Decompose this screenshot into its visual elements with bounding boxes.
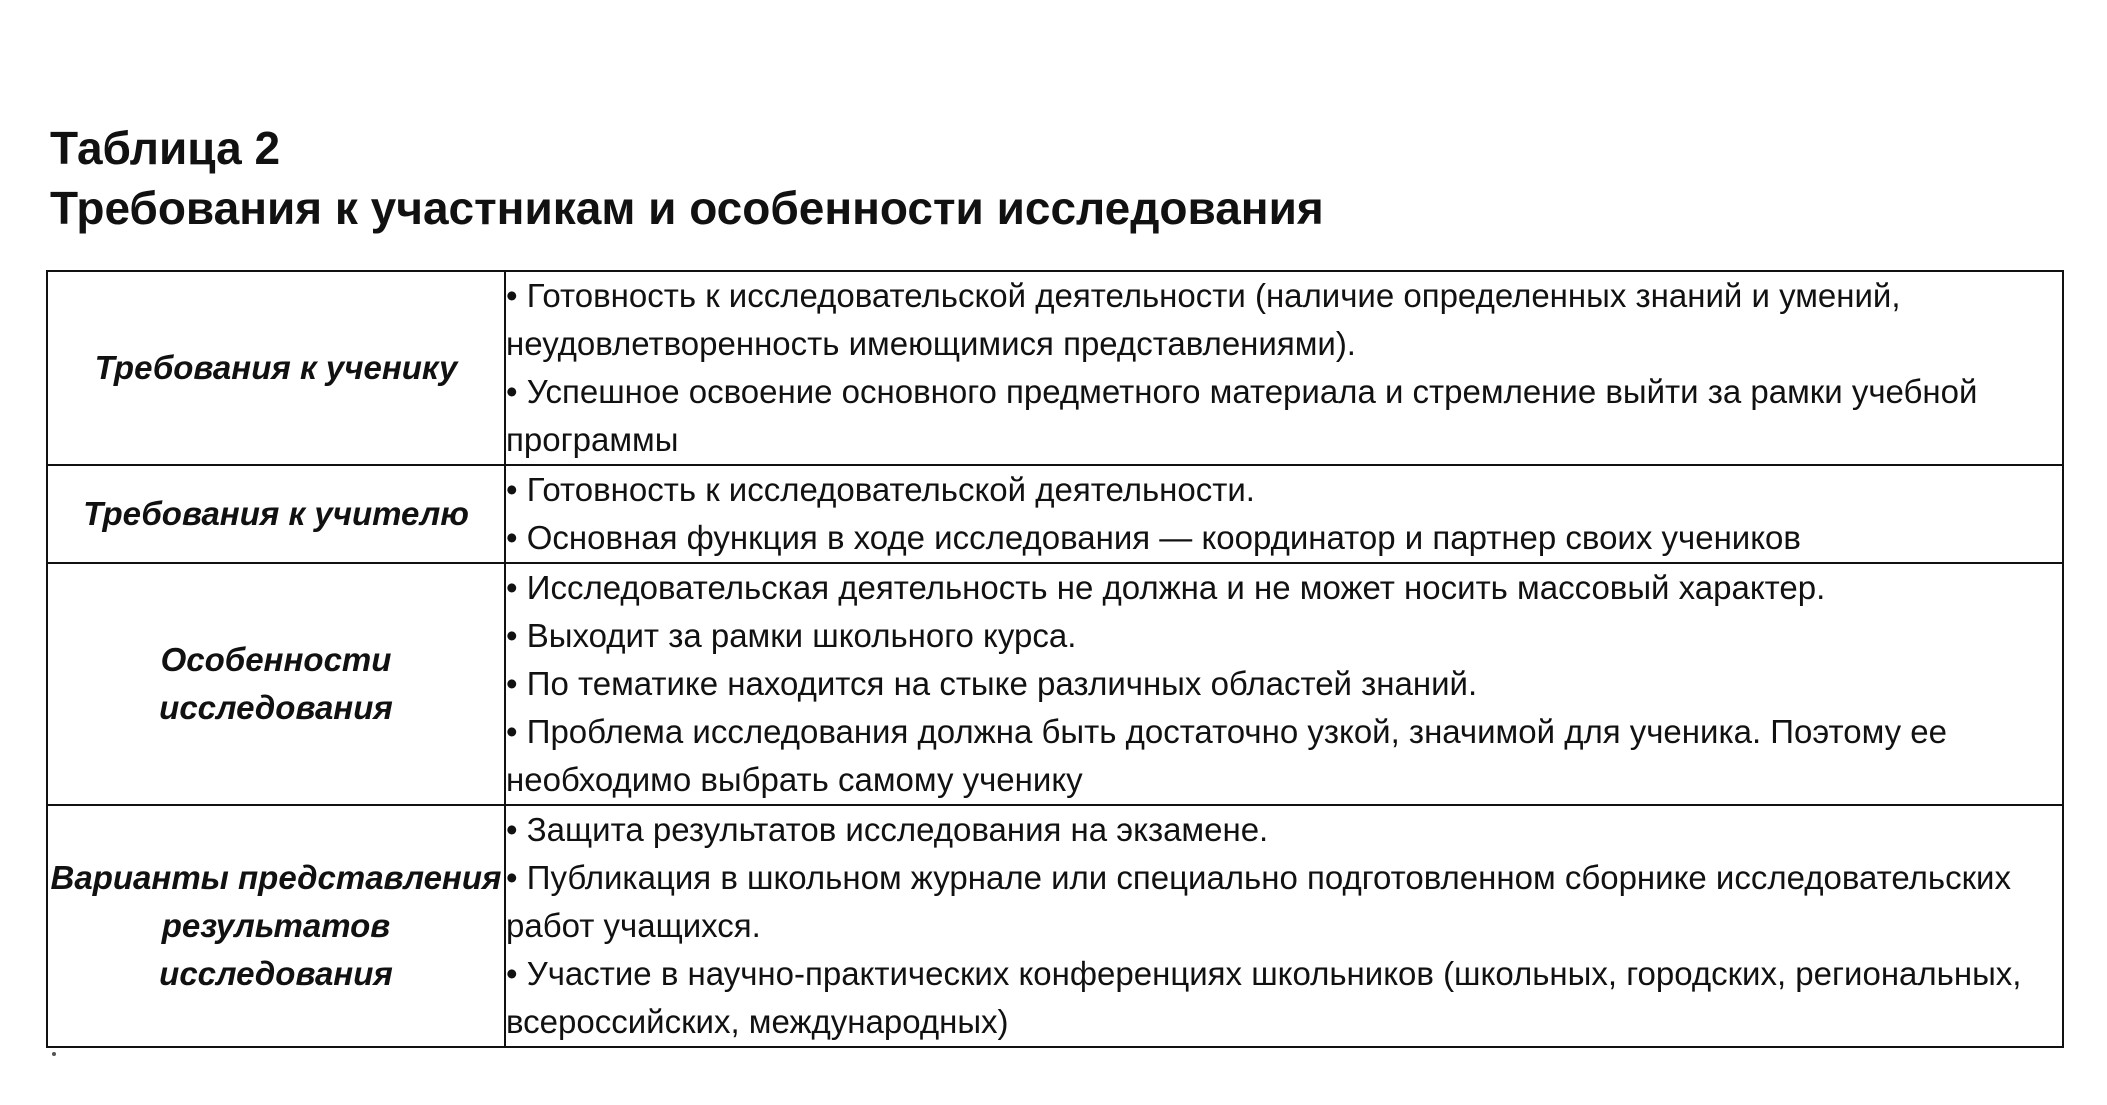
row-content-cell <box>505 465 2063 563</box>
list-item <box>506 854 2062 950</box>
table-row <box>47 805 2063 1047</box>
table-row <box>47 271 2063 465</box>
list-item-text: Защита результатов исследования на экзамене. <box>526 811 1269 848</box>
bullet-list <box>506 272 2062 464</box>
row-content-cell <box>505 563 2063 805</box>
scan-dot <box>52 1052 56 1056</box>
row-label: Варианты представления результатов исследования <box>50 859 502 992</box>
row-content-cell <box>505 271 2063 465</box>
list-item-text: Готовность к исследовательской деятельности. <box>526 471 1255 508</box>
bullet-mark: • <box>506 471 518 508</box>
list-item <box>506 806 2062 854</box>
bullet-list <box>506 564 2062 804</box>
table-heading <box>50 118 1324 238</box>
bullet-mark: • <box>506 373 518 410</box>
list-item <box>506 564 2062 612</box>
list-item <box>506 708 2062 804</box>
list-item-text: По тематике находится на стыке различных областей знаний. <box>526 665 1478 702</box>
row-label: Требования к ученику <box>94 349 458 386</box>
bullet-mark: • <box>506 665 518 702</box>
table-number: Таблица 2 <box>50 122 281 174</box>
bullet-mark: • <box>506 811 518 848</box>
row-label: Особенности исследования <box>159 641 393 726</box>
list-item-text: Публикация в школьном журнале или специально подготовленном сборнике исследовательских работ учащихся. <box>506 859 2011 944</box>
bullet-mark: • <box>506 277 518 314</box>
list-item-text: Выходит за рамки школьного курса. <box>526 617 1077 654</box>
row-label-cell <box>47 465 505 563</box>
list-item-text: Проблема исследования должна быть достаточно узкой, значимой для ученика. Поэтому ее необходимо выбрать самому ученику <box>506 713 1948 798</box>
table-row <box>47 465 2063 563</box>
bullet-mark: • <box>506 617 518 654</box>
bullet-list <box>506 466 2062 562</box>
list-item-text: Основная функция в ходе исследования — координатор и партнер своих учеников <box>526 519 1801 556</box>
bullet-list <box>506 806 2062 1046</box>
list-item-text: Готовность к исследовательской деятельности (наличие определенных знаний и умений, неудовлетворенность имеющимися представлениями). <box>506 277 1901 362</box>
bullet-mark: • <box>506 955 518 992</box>
list-item <box>506 466 2062 514</box>
bullet-mark: • <box>506 859 518 896</box>
list-item <box>506 950 2062 1046</box>
list-item <box>506 368 2062 464</box>
row-label-cell <box>47 805 505 1047</box>
bullet-mark: • <box>506 713 518 750</box>
list-item <box>506 612 2062 660</box>
list-item-text: Успешное освоение основного предметного материала и стремление выйти за рамки учебной программы <box>506 373 1978 458</box>
table-row <box>47 563 2063 805</box>
requirements-table <box>46 270 2064 1048</box>
list-item-text: Участие в научно-практических конференциях школьников (школьных, городских, региональных, всероссийских, международных) <box>506 955 2022 1040</box>
table-title: Требования к участникам и особенности исследования <box>50 182 1324 234</box>
list-item <box>506 660 2062 708</box>
bullet-mark: • <box>506 569 518 606</box>
list-item-text: Исследовательская деятельность не должна и не может носить массовый характер. <box>526 569 1826 606</box>
row-label-cell <box>47 563 505 805</box>
list-item <box>506 272 2062 368</box>
row-content-cell <box>505 805 2063 1047</box>
bullet-mark: • <box>506 519 518 556</box>
row-label: Требования к учителю <box>83 495 469 532</box>
list-item <box>506 514 2062 562</box>
row-label-cell <box>47 271 505 465</box>
